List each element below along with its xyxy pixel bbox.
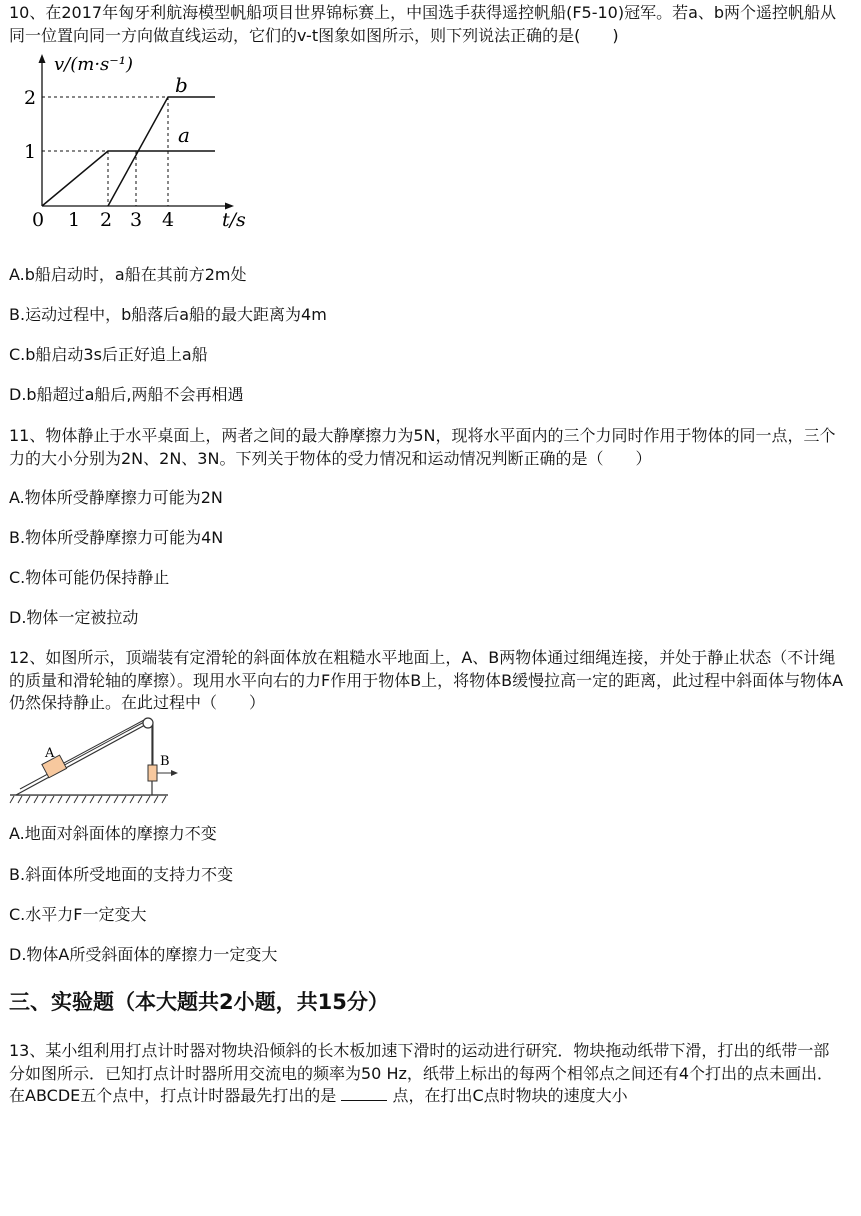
- line-label-b: b: [175, 73, 188, 97]
- vt-graph: [10, 50, 250, 235]
- q11-option-c[interactable]: C.物体可能仍保持静止: [9, 568, 170, 587]
- q10-option-d[interactable]: D.b船超过a船后,两船不会再相遇: [9, 385, 244, 404]
- q11-option-b[interactable]: B.物体所受静摩擦力可能为4N: [9, 528, 224, 547]
- x-tick-1: 1: [68, 209, 81, 231]
- q11-option-d[interactable]: D.物体一定被拉动: [9, 608, 139, 627]
- question-13-stem: [9, 1040, 845, 1108]
- q12-option-a[interactable]: A.地面对斜面体的摩擦力不变: [9, 824, 217, 843]
- y-axis-arrow: [39, 54, 46, 63]
- q12-option-d[interactable]: D.物体A所受斜面体的摩擦力一定变大: [9, 945, 278, 964]
- ground-hatching: [10, 796, 166, 803]
- y-axis-label: v/(m·s⁻¹): [54, 54, 134, 75]
- q13-text-before: 13、某小组利用打点计时器对物块沿倾斜的长木板加速下滑时的运动进行研究．物块拖动纸带下滑，打出的纸带一部分如图所示．已知打点计时器所用交流电的频率为50 Hz，纸带上标出的每两个相邻点之间还有4个打出的点未画出．在ABCDE五个点中，打点计时器最先打出的是: [9, 1041, 834, 1105]
- block-b-label: B: [160, 754, 170, 769]
- y-tick-1: 1: [24, 141, 37, 163]
- line-a: [42, 151, 215, 206]
- question-11-stem: 11、物体静止于水平桌面上，两者之间的最大静摩擦力为5N，现将水平面内的三个力同时作用于物体的同一点，三个力的大小分别为2N、2N、3N。下列关于物体的受力情况和运动情况判断正确的是（ ）: [9, 426, 836, 468]
- q10-option-c[interactable]: C.b船启动3s后正好追上a船: [9, 345, 208, 364]
- q10-option-b[interactable]: B.运动过程中，b船落后a船的最大距离为4m: [9, 305, 327, 324]
- incline-pulley-figure: [8, 715, 183, 807]
- x-axis-label: t/s: [222, 209, 246, 231]
- q12-option-c[interactable]: C.水平力F一定变大: [9, 905, 147, 924]
- x-tick-0: 0: [32, 209, 45, 231]
- y-tick-2: 2: [24, 87, 37, 109]
- q13-text-after: 点，在打出C点时物块的速度大小: [392, 1086, 628, 1105]
- x-tick-4: 4: [162, 209, 175, 231]
- block-b: [148, 765, 157, 781]
- question-12-stem: 12、如图所示，顶端装有定滑轮的斜面体放在粗糙水平地面上，A、B两物体通过细绳连接，并处于静止状态（不计绳的质量和滑轮轴的摩擦）。现用水平向右的力F作用于物体B上，将物体B缓慢拉高一定的距离，此过程中斜面体与物体A仍然保持静止。在此过程中（ ）: [9, 648, 844, 712]
- x-tick-3: 3: [130, 209, 143, 231]
- pulley: [143, 718, 153, 728]
- x-tick-2: 2: [100, 209, 113, 231]
- force-arrowhead: [171, 770, 178, 776]
- q13-answer-blank[interactable]: [341, 1086, 387, 1101]
- block-a-label: A: [45, 746, 55, 761]
- section-heading: 三、实验题（本大题共2小题，共15分）: [9, 990, 389, 1014]
- question-10-stem: 10、在2017年匈牙利航海模型帆船项目世界锦标赛上，中国选手获得遥控帆船(F5-10)冠军。若a、b两个遥控帆船从同一位置向同一方向做直线运动，它们的v-t图象如图所示，则下列说法正确的是( ): [9, 3, 837, 45]
- q11-option-a[interactable]: A.物体所受静摩擦力可能为2N: [9, 488, 223, 507]
- q10-option-a[interactable]: A.b船启动时，a船在其前方2m处: [9, 265, 247, 284]
- incline-body: [16, 725, 152, 795]
- line-label-a: a: [178, 123, 190, 147]
- q12-option-b[interactable]: B.斜面体所受地面的支持力不变: [9, 865, 234, 884]
